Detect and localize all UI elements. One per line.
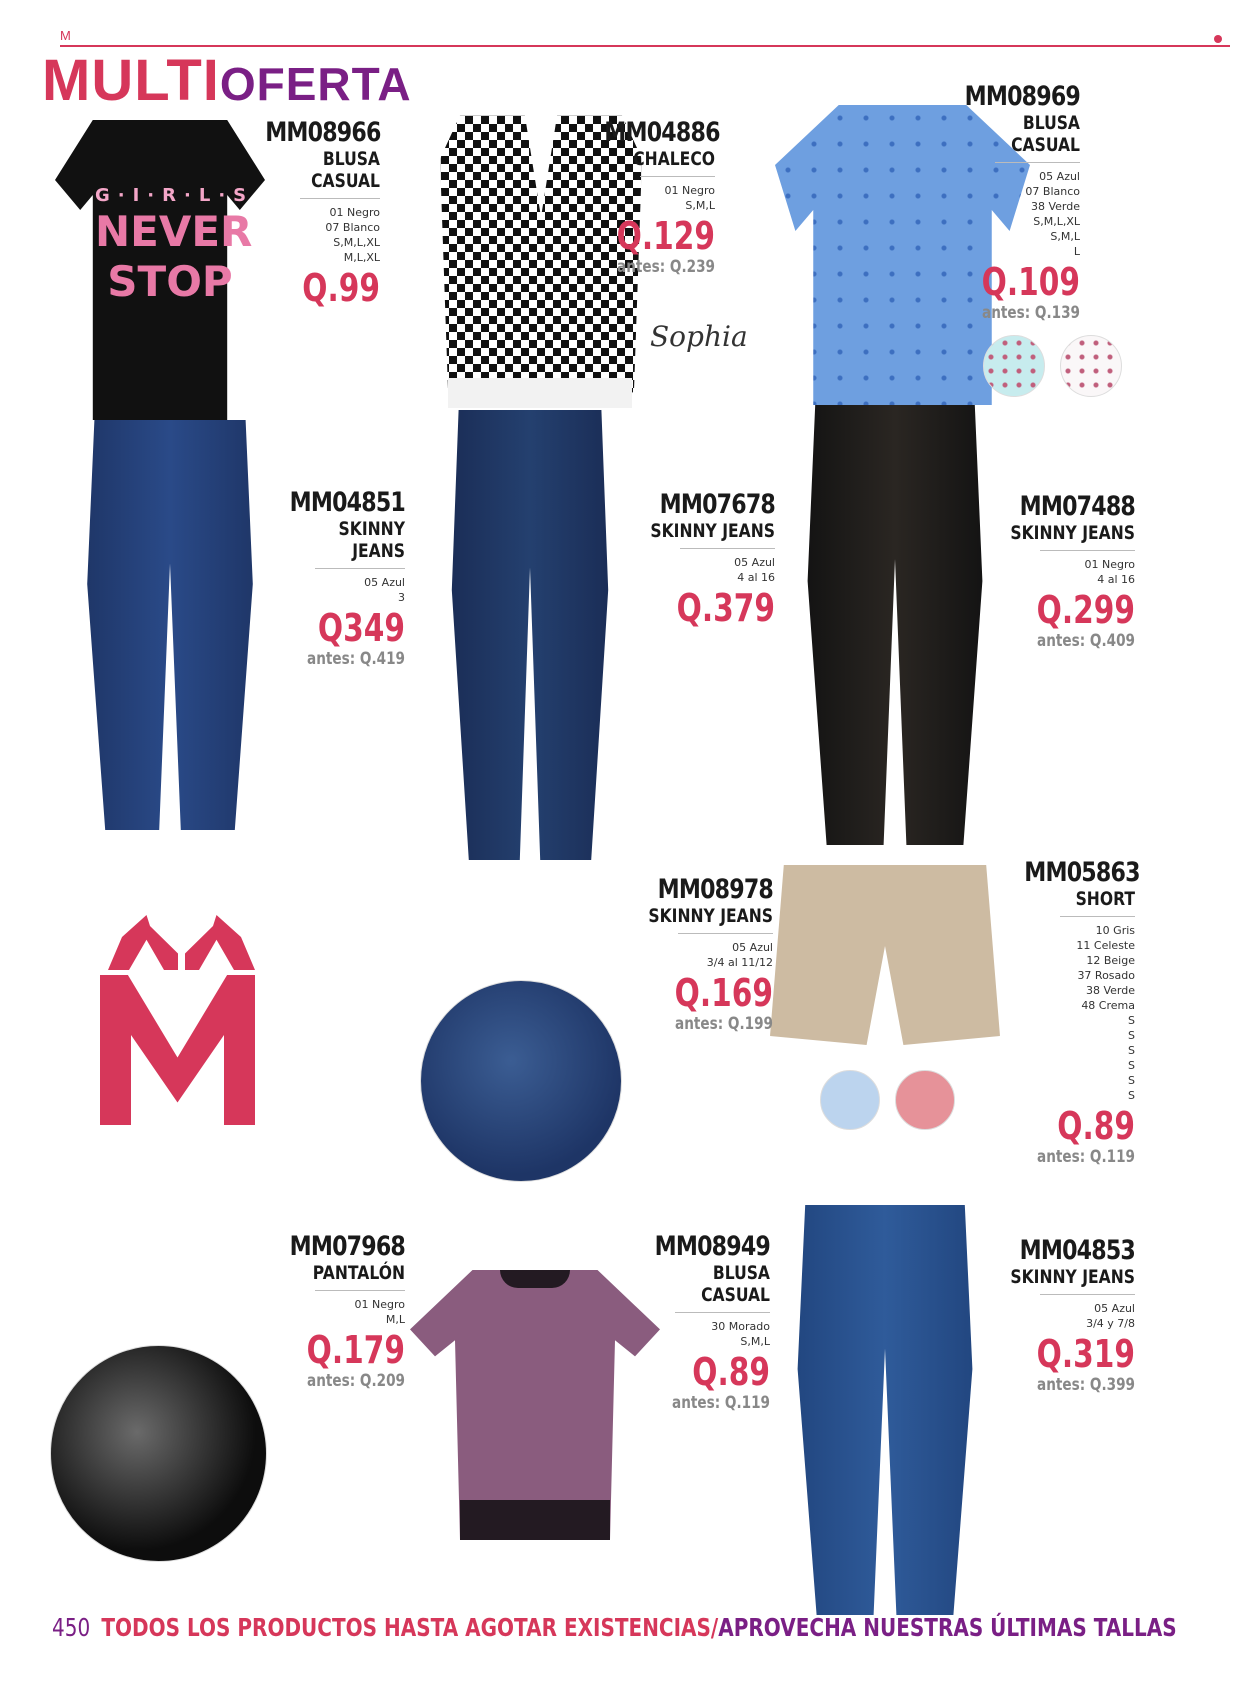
product-previous-price: antes: Q.199: [675, 1014, 773, 1034]
product-name: SKINNY JEANS: [1010, 522, 1135, 544]
product-detail: L: [1073, 245, 1080, 258]
header-rule: [60, 45, 1230, 47]
product-code: MM05863: [1024, 857, 1140, 888]
header-dot: [1214, 35, 1222, 43]
product-detail: S: [1128, 1044, 1135, 1057]
product-detail: S,M,L,XL: [333, 236, 380, 249]
divider: [1040, 1294, 1135, 1295]
product-previous-price: antes: Q.119: [1037, 1147, 1135, 1167]
product-detail: S: [1128, 1059, 1135, 1072]
small-brand-mark: M: [60, 28, 71, 43]
product-previous-price: antes: Q.209: [307, 1371, 405, 1391]
product-code: MM04853: [1019, 1235, 1135, 1266]
product-detail: 05 Azul: [1039, 170, 1080, 183]
skinny-jeans-image-3[interactable]: [790, 1205, 980, 1615]
product-price: Q.129: [616, 214, 715, 258]
product-price: Q.169: [674, 971, 773, 1015]
product-price: Q.109: [981, 260, 1080, 304]
product-info: [1000, 857, 1140, 1167]
product-info: [980, 492, 1135, 651]
product-info: [255, 488, 405, 669]
divider: [315, 1290, 405, 1291]
footer: [52, 1613, 1177, 1642]
product-info: [240, 118, 380, 309]
product-previous-price: antes: Q.399: [1037, 1375, 1135, 1395]
color-swatch-light-blue[interactable]: [820, 1070, 880, 1130]
product-name: PANTALÓN: [312, 1262, 405, 1284]
footer-text-2: APROVECHA NUESTRAS ÚLTIMAS TALLAS: [718, 1613, 1177, 1642]
product-detail: M,L: [385, 1313, 405, 1326]
product-detail: S: [1128, 1089, 1135, 1102]
product-name: SKINNY JEANS: [650, 520, 775, 542]
product-detail: 11 Celeste: [1076, 939, 1135, 952]
brand-m-logo: [100, 975, 255, 1125]
product-price: Q.89: [692, 1350, 770, 1394]
product-name: SKINNY JEANS: [338, 518, 405, 562]
beige-short-image[interactable]: [770, 865, 1000, 1045]
product-name: SKINNY JEANS: [648, 905, 773, 927]
product-detail: S,M,L: [685, 199, 715, 212]
product-price: Q.299: [1036, 588, 1135, 632]
tshirt-print-line1: NEVER: [95, 207, 253, 256]
product-detail: 38 Verde: [1085, 984, 1135, 997]
product-info: [615, 1232, 770, 1413]
product-previous-price: antes: Q.409: [1037, 631, 1135, 651]
tshirt-print: [95, 185, 255, 307]
product-name: BLUSA CASUAL: [311, 148, 380, 192]
color-swatch-pink[interactable]: [895, 1070, 955, 1130]
product-price: Q.89: [1057, 1104, 1135, 1148]
footer-text-1: TODOS LOS PRODUCTOS HASTA AGOTAR EXISTENCIAS/: [101, 1613, 719, 1642]
purple-blouse-hem: [460, 1500, 610, 1540]
skinny-jeans-image-1[interactable]: [80, 420, 260, 830]
product-detail: S: [1128, 1014, 1135, 1027]
product-previous-price: antes: Q.419: [307, 649, 405, 669]
product-previous-price: antes: Q.239: [617, 257, 715, 277]
product-info: [255, 1232, 405, 1391]
heel-icon: [108, 915, 178, 970]
product-price: Q.319: [1036, 1332, 1135, 1376]
page-number: 450: [52, 1613, 91, 1642]
divider: [1040, 550, 1135, 551]
divider: [995, 162, 1080, 163]
brand-title-part1: MULTI: [42, 48, 220, 113]
color-swatch-mint[interactable]: [983, 335, 1045, 397]
product-previous-price: antes: Q.119: [672, 1393, 770, 1413]
product-detail: S,M,L,XL: [1033, 215, 1080, 228]
product-detail: 05 Azul: [734, 556, 775, 569]
divider: [680, 548, 775, 549]
divider: [640, 176, 715, 177]
product-name: BLUSA CASUAL: [701, 1262, 770, 1306]
divider: [675, 1312, 770, 1313]
product-detail: 10 Gris: [1095, 924, 1135, 937]
product-previous-price: antes: Q.139: [982, 303, 1080, 323]
product-detail: S,M,L: [740, 1335, 770, 1348]
divider: [300, 198, 380, 199]
product-info: [935, 82, 1080, 323]
divider: [678, 933, 773, 934]
product-detail: 38 Verde: [1030, 200, 1080, 213]
vest-hem: [448, 378, 632, 408]
product-info: [980, 1236, 1135, 1395]
product-detail: 3/4 y 7/8: [1086, 1317, 1135, 1330]
product-detail: S: [1128, 1029, 1135, 1042]
product-detail: 07 Blanco: [1025, 185, 1080, 198]
product-name: SHORT: [1075, 888, 1135, 910]
product-info: [580, 117, 720, 277]
purple-blouse-collar: [500, 1270, 570, 1288]
product-detail: 30 Morado: [711, 1320, 770, 1333]
product-detail: 01 Negro: [664, 184, 715, 197]
product-detail: 3/4 al 11/12: [706, 956, 773, 969]
product-detail: 01 Negro: [354, 1298, 405, 1311]
product-price: Q349: [317, 606, 405, 650]
brand-title: [42, 48, 412, 113]
product-code: MM08969: [964, 81, 1080, 112]
divider: [315, 568, 405, 569]
color-swatch-white[interactable]: [1060, 335, 1122, 397]
product-info: [618, 875, 773, 1034]
product-code: MM08966: [265, 117, 381, 148]
product-price: Q.179: [306, 1328, 405, 1372]
product-code: MM08978: [657, 874, 773, 905]
product-code: MM08949: [654, 1231, 770, 1262]
product-detail: S,M,L: [1050, 230, 1080, 243]
brand-title-part2: OFERTA: [219, 58, 412, 110]
product-info: [620, 490, 775, 629]
leather-pants-detail-image[interactable]: [50, 1345, 267, 1562]
product-code: MM07488: [1019, 491, 1135, 522]
product-detail: M,L,XL: [343, 251, 380, 264]
product-name: CHALECO: [633, 148, 715, 170]
product-price: Q.379: [676, 586, 775, 630]
product-code: MM04851: [289, 487, 405, 518]
product-detail: 3: [398, 591, 405, 604]
skinny-jeans-image-2[interactable]: [445, 410, 615, 860]
product-name: BLUSA CASUAL: [1011, 112, 1080, 156]
product-code: MM07968: [289, 1231, 405, 1262]
jeans-detail-image[interactable]: [420, 980, 622, 1182]
product-code: MM07678: [659, 489, 775, 520]
product-name: SKINNY JEANS: [1010, 1266, 1135, 1288]
product-detail: 48 Crema: [1081, 999, 1135, 1012]
divider: [1060, 916, 1135, 917]
product-detail: 07 Blanco: [325, 221, 380, 234]
product-detail: 4 al 16: [1097, 573, 1135, 586]
sophia-logo: Sophia: [650, 320, 748, 353]
black-jeans-image[interactable]: [800, 405, 990, 845]
product-detail: S: [1128, 1074, 1135, 1087]
tshirt-print-top: G·I·R·L·S: [95, 185, 255, 206]
product-detail: 01 Negro: [329, 206, 380, 219]
product-detail: 4 al 16: [737, 571, 775, 584]
product-code: MM04886: [604, 117, 720, 148]
product-price: Q.99: [302, 266, 380, 310]
product-detail: 12 Beige: [1086, 954, 1135, 967]
tshirt-print-line2: STOP: [107, 257, 233, 306]
product-detail: 01 Negro: [1084, 558, 1135, 571]
heel-icon: [185, 915, 255, 970]
product-detail: 05 Azul: [1094, 1302, 1135, 1315]
product-detail: 37 Rosado: [1077, 969, 1135, 982]
product-detail: 05 Azul: [732, 941, 773, 954]
product-detail: 05 Azul: [364, 576, 405, 589]
